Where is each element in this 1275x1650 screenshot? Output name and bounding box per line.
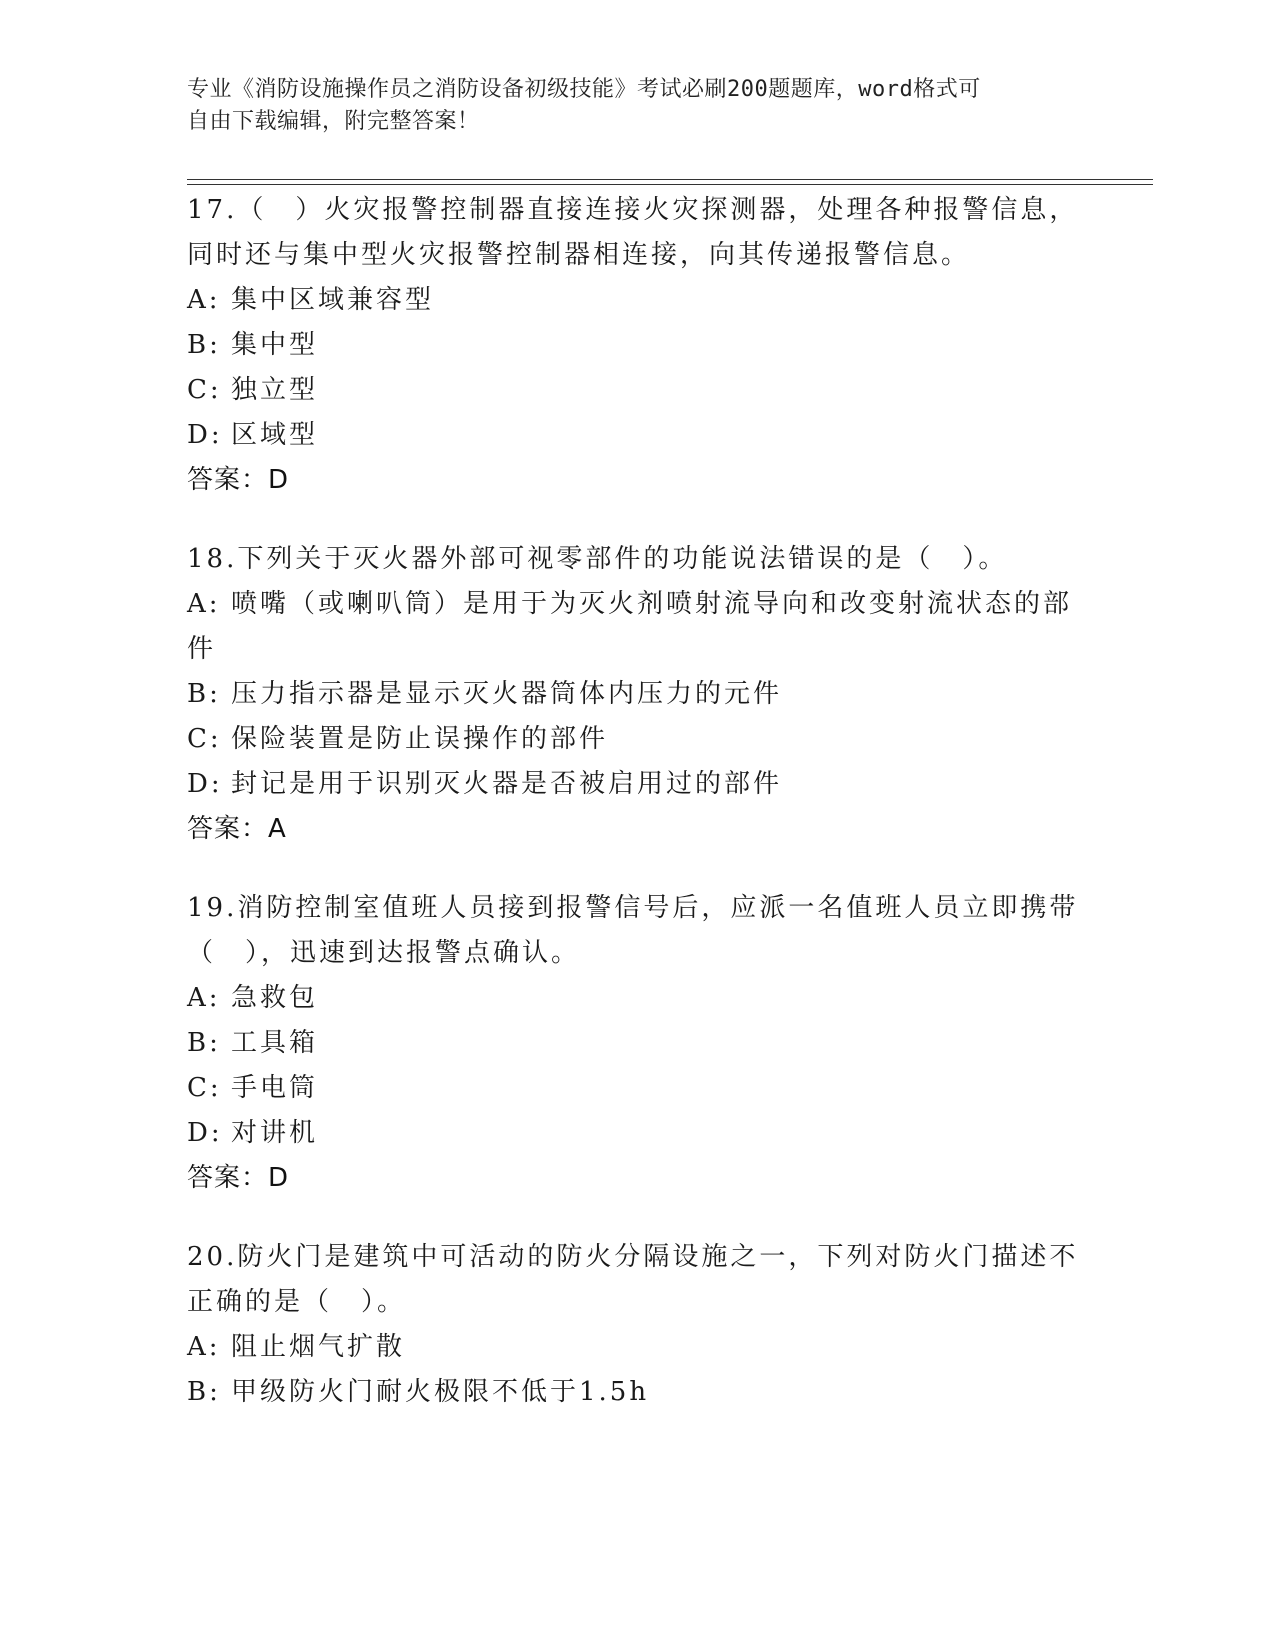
option-a: [187, 976, 1087, 1021]
option-key: C:: [187, 724, 222, 754]
option-b: [187, 672, 1087, 717]
option-key: D:: [187, 420, 223, 450]
option-text: 保险装置是防止误操作的部件: [231, 724, 609, 754]
option-text: 区域型: [231, 420, 319, 450]
option-key: B:: [187, 330, 221, 360]
answer-line: 答案：D: [187, 465, 290, 495]
question-17: [187, 188, 1087, 503]
question-stem: 20.防火门是建筑中可活动的防火分隔设施之一，下列对防火门描述不正确的是（ ）。: [187, 1242, 1079, 1317]
option-c: [187, 368, 1087, 413]
option-text: 急救包: [231, 983, 319, 1013]
header-divider-bottom: [187, 184, 1153, 185]
option-text: 封记是用于识别灭火器是否被启用过的部件: [231, 769, 783, 799]
option-text: 压力指示器是显示灭火器筒体内压力的元件: [231, 679, 783, 709]
question-stem: 19.消防控制室值班人员接到报警信号后，应派一名值班人员立即携带（ ），迅速到达报警点确认。: [187, 893, 1079, 968]
option-text: 甲级防火门耐火极限不低于1.5h: [231, 1377, 650, 1407]
option-c: [187, 1066, 1087, 1111]
question-20: [187, 1235, 1087, 1415]
question-stem: 18.下列关于灭火器外部可视零部件的功能说法错误的是（ ）。: [187, 544, 1008, 574]
header-line-2: 自由下载编辑，附完整答案！: [187, 109, 480, 134]
option-key: C:: [187, 375, 222, 405]
answer-line: 答案：D: [187, 1163, 290, 1193]
option-d: [187, 1111, 1087, 1156]
option-text: 喷嘴（或喇叭筒）是用于为灭火剂喷射流导向和改变射流状态的部件: [187, 589, 1073, 664]
option-b: [187, 1021, 1087, 1066]
option-a: [187, 278, 1087, 323]
option-text: 手电筒: [231, 1073, 319, 1103]
option-d: [187, 413, 1087, 458]
option-text: 独立型: [231, 375, 319, 405]
option-key: B:: [187, 679, 221, 709]
option-b: [187, 1370, 1087, 1415]
question-stem: 17.（ ）火灾报警控制器直接连接火灾探测器，处理各种报警信息，同时还与集中型火灾报警控制器相连接，向其传递报警信息。: [187, 195, 1079, 270]
option-key: A:: [187, 285, 221, 315]
option-b: [187, 323, 1087, 368]
document-header: [187, 74, 1067, 138]
question-19: [187, 886, 1087, 1201]
option-text: 工具箱: [231, 1028, 319, 1058]
option-key: A:: [187, 1332, 221, 1362]
option-text: 集中区域兼容型: [231, 285, 435, 315]
header-line-1: 专业《消防设施操作员之消防设备初级技能》考试必刷200题题库，word格式可: [187, 77, 981, 102]
option-text: 集中型: [231, 330, 319, 360]
option-key: B:: [187, 1377, 221, 1407]
option-key: D:: [187, 1118, 223, 1148]
option-a: [187, 582, 1087, 672]
option-d: [187, 762, 1087, 807]
option-text: 对讲机: [231, 1118, 319, 1148]
option-key: B:: [187, 1028, 221, 1058]
option-key: A:: [187, 983, 221, 1013]
header-divider-top: [187, 179, 1153, 180]
answer-line: 答案：A: [187, 814, 287, 844]
option-c: [187, 717, 1087, 762]
option-key: D:: [187, 769, 223, 799]
option-key: A:: [187, 589, 221, 619]
option-key: C:: [187, 1073, 222, 1103]
question-18: [187, 537, 1087, 852]
option-a: [187, 1325, 1087, 1370]
option-text: 阻止烟气扩散: [231, 1332, 406, 1362]
